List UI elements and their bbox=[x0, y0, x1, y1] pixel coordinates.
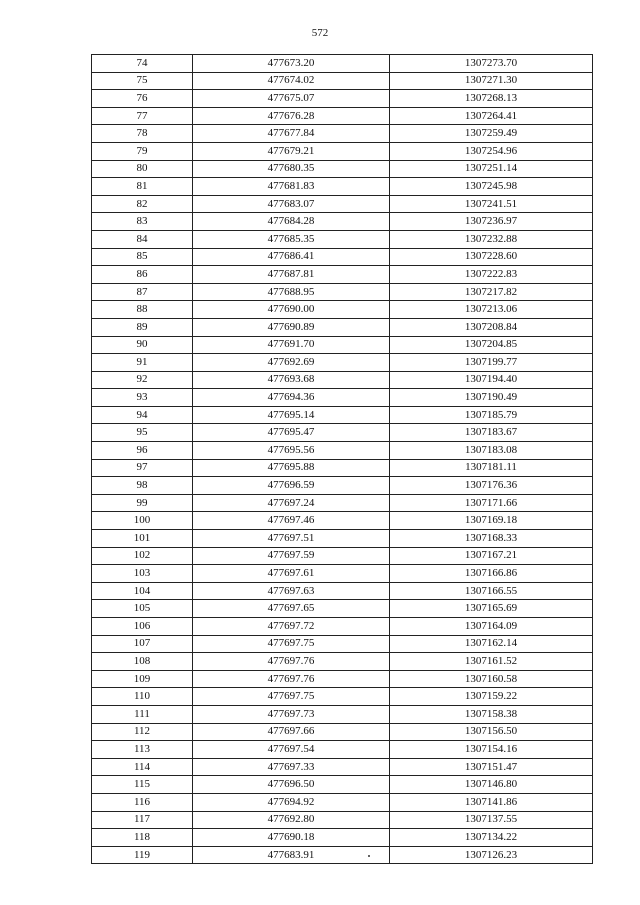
point-number-cell: 100 bbox=[92, 512, 193, 530]
coordinates-table bbox=[91, 54, 593, 864]
y-coordinate-cell: 1307167.21 bbox=[390, 547, 593, 565]
stray-dot-mark bbox=[368, 855, 370, 857]
y-coordinate-cell: 1307254.96 bbox=[390, 142, 593, 160]
point-number-cell: 107 bbox=[92, 635, 193, 653]
x-coordinate-cell: 477695.14 bbox=[193, 406, 390, 424]
table-row bbox=[92, 195, 593, 213]
table-row bbox=[92, 459, 593, 477]
y-coordinate-cell: 1307156.50 bbox=[390, 723, 593, 741]
point-number-cell: 113 bbox=[92, 741, 193, 759]
x-coordinate-cell: 477697.73 bbox=[193, 705, 390, 723]
x-coordinate-cell: 477683.07 bbox=[193, 195, 390, 213]
y-coordinate-cell: 1307232.88 bbox=[390, 230, 593, 248]
point-number-cell: 85 bbox=[92, 248, 193, 266]
x-coordinate-cell: 477697.75 bbox=[193, 635, 390, 653]
y-coordinate-cell: 1307264.41 bbox=[390, 107, 593, 125]
x-coordinate-cell: 477697.76 bbox=[193, 670, 390, 688]
table-row bbox=[92, 846, 593, 864]
x-coordinate-cell: 477697.65 bbox=[193, 600, 390, 618]
y-coordinate-cell: 1307126.23 bbox=[390, 846, 593, 864]
table-row bbox=[92, 336, 593, 354]
point-number-cell: 83 bbox=[92, 213, 193, 231]
table-row bbox=[92, 318, 593, 336]
y-coordinate-cell: 1307185.79 bbox=[390, 406, 593, 424]
y-coordinate-cell: 1307213.06 bbox=[390, 301, 593, 319]
x-coordinate-cell: 477680.35 bbox=[193, 160, 390, 178]
x-coordinate-cell: 477679.21 bbox=[193, 142, 390, 160]
table-row bbox=[92, 230, 593, 248]
y-coordinate-cell: 1307162.14 bbox=[390, 635, 593, 653]
table-row bbox=[92, 793, 593, 811]
x-coordinate-cell: 477695.56 bbox=[193, 442, 390, 460]
point-number-cell: 110 bbox=[92, 688, 193, 706]
table-row bbox=[92, 547, 593, 565]
y-coordinate-cell: 1307241.51 bbox=[390, 195, 593, 213]
point-number-cell: 92 bbox=[92, 371, 193, 389]
point-number-cell: 118 bbox=[92, 829, 193, 847]
x-coordinate-cell: 477674.02 bbox=[193, 72, 390, 90]
y-coordinate-cell: 1307245.98 bbox=[390, 178, 593, 196]
x-coordinate-cell: 477676.28 bbox=[193, 107, 390, 125]
point-number-cell: 94 bbox=[92, 406, 193, 424]
x-coordinate-cell: 477677.84 bbox=[193, 125, 390, 143]
y-coordinate-cell: 1307165.69 bbox=[390, 600, 593, 618]
y-coordinate-cell: 1307168.33 bbox=[390, 530, 593, 548]
point-number-cell: 103 bbox=[92, 565, 193, 583]
y-coordinate-cell: 1307271.30 bbox=[390, 72, 593, 90]
table-row bbox=[92, 494, 593, 512]
point-number-cell: 114 bbox=[92, 758, 193, 776]
y-coordinate-cell: 1307137.55 bbox=[390, 811, 593, 829]
table-row bbox=[92, 142, 593, 160]
table-row bbox=[92, 670, 593, 688]
point-number-cell: 96 bbox=[92, 442, 193, 460]
y-coordinate-cell: 1307141.86 bbox=[390, 793, 593, 811]
table-row bbox=[92, 424, 593, 442]
point-number-cell: 104 bbox=[92, 582, 193, 600]
x-coordinate-cell: 477697.33 bbox=[193, 758, 390, 776]
x-coordinate-cell: 477697.66 bbox=[193, 723, 390, 741]
point-number-cell: 99 bbox=[92, 494, 193, 512]
y-coordinate-cell: 1307151.47 bbox=[390, 758, 593, 776]
point-number-cell: 81 bbox=[92, 178, 193, 196]
y-coordinate-cell: 1307161.52 bbox=[390, 653, 593, 671]
table-row bbox=[92, 213, 593, 231]
point-number-cell: 117 bbox=[92, 811, 193, 829]
x-coordinate-cell: 477695.47 bbox=[193, 424, 390, 442]
table-row bbox=[92, 530, 593, 548]
y-coordinate-cell: 1307166.55 bbox=[390, 582, 593, 600]
point-number-cell: 115 bbox=[92, 776, 193, 794]
x-coordinate-cell: 477697.51 bbox=[193, 530, 390, 548]
y-coordinate-cell: 1307259.49 bbox=[390, 125, 593, 143]
point-number-cell: 105 bbox=[92, 600, 193, 618]
x-coordinate-cell: 477692.80 bbox=[193, 811, 390, 829]
table-row bbox=[92, 600, 593, 618]
table-row bbox=[92, 582, 593, 600]
y-coordinate-cell: 1307171.66 bbox=[390, 494, 593, 512]
y-coordinate-cell: 1307194.40 bbox=[390, 371, 593, 389]
point-number-cell: 74 bbox=[92, 55, 193, 73]
table-row bbox=[92, 811, 593, 829]
x-coordinate-cell: 477686.41 bbox=[193, 248, 390, 266]
x-coordinate-cell: 477697.72 bbox=[193, 618, 390, 636]
x-coordinate-cell: 477673.20 bbox=[193, 55, 390, 73]
point-number-cell: 77 bbox=[92, 107, 193, 125]
table-row bbox=[92, 635, 593, 653]
x-coordinate-cell: 477691.70 bbox=[193, 336, 390, 354]
y-coordinate-cell: 1307183.67 bbox=[390, 424, 593, 442]
y-coordinate-cell: 1307204.85 bbox=[390, 336, 593, 354]
table-row bbox=[92, 829, 593, 847]
table-row bbox=[92, 618, 593, 636]
y-coordinate-cell: 1307160.58 bbox=[390, 670, 593, 688]
table-row bbox=[92, 705, 593, 723]
x-coordinate-cell: 477697.61 bbox=[193, 565, 390, 583]
point-number-cell: 101 bbox=[92, 530, 193, 548]
x-coordinate-cell: 477697.63 bbox=[193, 582, 390, 600]
table-row bbox=[92, 354, 593, 372]
point-number-cell: 84 bbox=[92, 230, 193, 248]
table-row bbox=[92, 406, 593, 424]
x-coordinate-cell: 477692.69 bbox=[193, 354, 390, 372]
point-number-cell: 112 bbox=[92, 723, 193, 741]
y-coordinate-cell: 1307134.22 bbox=[390, 829, 593, 847]
point-number-cell: 75 bbox=[92, 72, 193, 90]
y-coordinate-cell: 1307208.84 bbox=[390, 318, 593, 336]
y-coordinate-cell: 1307158.38 bbox=[390, 705, 593, 723]
x-coordinate-cell: 477697.76 bbox=[193, 653, 390, 671]
y-coordinate-cell: 1307159.22 bbox=[390, 688, 593, 706]
table-row bbox=[92, 125, 593, 143]
point-number-cell: 95 bbox=[92, 424, 193, 442]
x-coordinate-cell: 477697.24 bbox=[193, 494, 390, 512]
y-coordinate-cell: 1307199.77 bbox=[390, 354, 593, 372]
y-coordinate-cell: 1307236.97 bbox=[390, 213, 593, 231]
x-coordinate-cell: 477685.35 bbox=[193, 230, 390, 248]
y-coordinate-cell: 1307164.09 bbox=[390, 618, 593, 636]
table-row bbox=[92, 512, 593, 530]
table-row bbox=[92, 758, 593, 776]
point-number-cell: 76 bbox=[92, 90, 193, 108]
x-coordinate-cell: 477694.36 bbox=[193, 389, 390, 407]
y-coordinate-cell: 1307273.70 bbox=[390, 55, 593, 73]
table-row bbox=[92, 442, 593, 460]
table-row bbox=[92, 776, 593, 794]
y-coordinate-cell: 1307183.08 bbox=[390, 442, 593, 460]
x-coordinate-cell: 477687.81 bbox=[193, 266, 390, 284]
point-number-cell: 91 bbox=[92, 354, 193, 372]
x-coordinate-cell: 477688.95 bbox=[193, 283, 390, 301]
table-row bbox=[92, 723, 593, 741]
coordinates-table-body bbox=[92, 55, 593, 864]
y-coordinate-cell: 1307154.16 bbox=[390, 741, 593, 759]
y-coordinate-cell: 1307190.49 bbox=[390, 389, 593, 407]
table-row bbox=[92, 107, 593, 125]
table-row bbox=[92, 389, 593, 407]
point-number-cell: 98 bbox=[92, 477, 193, 495]
x-coordinate-cell: 477681.83 bbox=[193, 178, 390, 196]
x-coordinate-cell: 477695.88 bbox=[193, 459, 390, 477]
x-coordinate-cell: 477693.68 bbox=[193, 371, 390, 389]
table-row bbox=[92, 90, 593, 108]
x-coordinate-cell: 477683.91 bbox=[193, 846, 390, 864]
x-coordinate-cell: 477684.28 bbox=[193, 213, 390, 231]
point-number-cell: 82 bbox=[92, 195, 193, 213]
x-coordinate-cell: 477696.59 bbox=[193, 477, 390, 495]
table-row bbox=[92, 653, 593, 671]
point-number-cell: 108 bbox=[92, 653, 193, 671]
table-row bbox=[92, 477, 593, 495]
table-row bbox=[92, 565, 593, 583]
x-coordinate-cell: 477675.07 bbox=[193, 90, 390, 108]
point-number-cell: 90 bbox=[92, 336, 193, 354]
table-row bbox=[92, 160, 593, 178]
point-number-cell: 80 bbox=[92, 160, 193, 178]
x-coordinate-cell: 477697.54 bbox=[193, 741, 390, 759]
y-coordinate-cell: 1307228.60 bbox=[390, 248, 593, 266]
x-coordinate-cell: 477690.89 bbox=[193, 318, 390, 336]
point-number-cell: 89 bbox=[92, 318, 193, 336]
table-row bbox=[92, 741, 593, 759]
y-coordinate-cell: 1307181.11 bbox=[390, 459, 593, 477]
x-coordinate-cell: 477696.50 bbox=[193, 776, 390, 794]
y-coordinate-cell: 1307217.82 bbox=[390, 283, 593, 301]
x-coordinate-cell: 477697.59 bbox=[193, 547, 390, 565]
y-coordinate-cell: 1307268.13 bbox=[390, 90, 593, 108]
point-number-cell: 78 bbox=[92, 125, 193, 143]
table-row bbox=[92, 266, 593, 284]
table-row bbox=[92, 301, 593, 319]
y-coordinate-cell: 1307251.14 bbox=[390, 160, 593, 178]
table-row bbox=[92, 283, 593, 301]
point-number-cell: 87 bbox=[92, 283, 193, 301]
point-number-cell: 93 bbox=[92, 389, 193, 407]
table-row bbox=[92, 178, 593, 196]
x-coordinate-cell: 477690.00 bbox=[193, 301, 390, 319]
y-coordinate-cell: 1307169.18 bbox=[390, 512, 593, 530]
x-coordinate-cell: 477694.92 bbox=[193, 793, 390, 811]
table-row bbox=[92, 72, 593, 90]
x-coordinate-cell: 477690.18 bbox=[193, 829, 390, 847]
table-row bbox=[92, 688, 593, 706]
point-number-cell: 119 bbox=[92, 846, 193, 864]
table-row bbox=[92, 55, 593, 73]
point-number-cell: 79 bbox=[92, 142, 193, 160]
point-number-cell: 102 bbox=[92, 547, 193, 565]
y-coordinate-cell: 1307222.83 bbox=[390, 266, 593, 284]
point-number-cell: 111 bbox=[92, 705, 193, 723]
point-number-cell: 109 bbox=[92, 670, 193, 688]
page-number: 572 bbox=[311, 27, 329, 39]
y-coordinate-cell: 1307166.86 bbox=[390, 565, 593, 583]
point-number-cell: 88 bbox=[92, 301, 193, 319]
table-row bbox=[92, 248, 593, 266]
x-coordinate-cell: 477697.46 bbox=[193, 512, 390, 530]
point-number-cell: 86 bbox=[92, 266, 193, 284]
x-coordinate-cell: 477697.75 bbox=[193, 688, 390, 706]
point-number-cell: 106 bbox=[92, 618, 193, 636]
point-number-cell: 116 bbox=[92, 793, 193, 811]
y-coordinate-cell: 1307146.80 bbox=[390, 776, 593, 794]
point-number-cell: 97 bbox=[92, 459, 193, 477]
y-coordinate-cell: 1307176.36 bbox=[390, 477, 593, 495]
table-row bbox=[92, 371, 593, 389]
